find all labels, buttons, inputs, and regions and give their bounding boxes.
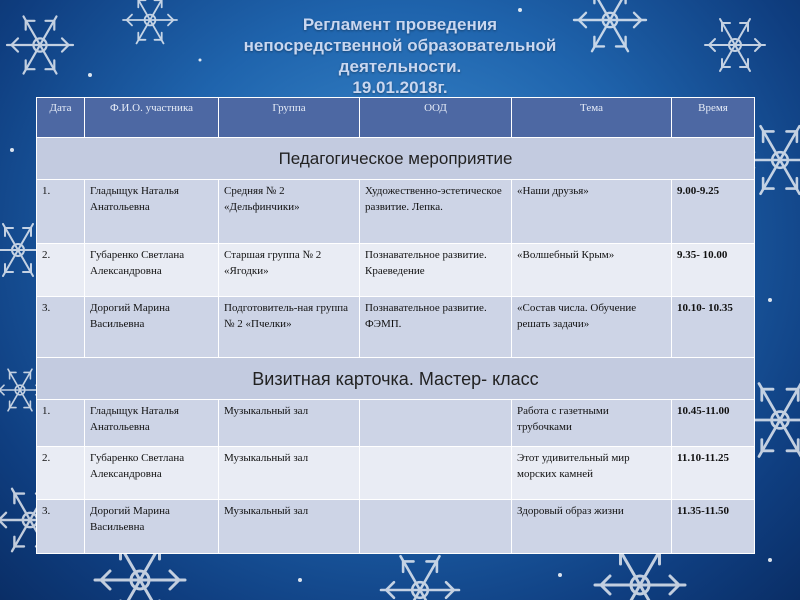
cell-topic: «Состав числа. Обучение решать задачи» [512, 297, 672, 358]
cell-time: 11.10-11.25 [672, 447, 755, 500]
cell-ood: Художественно-эстетическое развитие. Лепка. [360, 180, 512, 244]
table-row [37, 500, 755, 554]
table-row [37, 244, 755, 297]
schedule-table [36, 97, 755, 554]
header-group: Группа [219, 98, 360, 138]
cell-ood: Познавательное развитие. ФЭМП. [360, 297, 512, 358]
cell-topic: Здоровый образ жизни [512, 500, 672, 554]
section-row [37, 138, 755, 180]
table-header-row [37, 98, 755, 138]
cell-topic: «Наши друзья» [512, 180, 672, 244]
cell-number: 1. [37, 180, 85, 244]
cell-group: Музыкальный зал [219, 500, 360, 554]
header-time: Время [672, 98, 755, 138]
cell-participant: Дорогий Марина Васильевна [85, 297, 219, 358]
cell-ood: Познавательное развитие. Краеведение [360, 244, 512, 297]
cell-group: Старшая группа № 2 «Ягодки» [219, 244, 360, 297]
title-line-3: деятельности. [338, 57, 462, 76]
cell-number: 2. [37, 244, 85, 297]
cell-time: 9.35- 10.00 [672, 244, 755, 297]
header-ood: ООД [360, 98, 512, 138]
table-row [37, 447, 755, 500]
page-title [170, 14, 630, 98]
table-row [37, 180, 755, 244]
cell-participant: Гладыщук Наталья Анатольевна [85, 180, 219, 244]
header-date: Дата [37, 98, 85, 138]
cell-number: 3. [37, 500, 85, 554]
cell-number: 2. [37, 447, 85, 500]
cell-participant: Губаренко Светлана Александровна [85, 244, 219, 297]
cell-time: 11.35-11.50 [672, 500, 755, 554]
cell-group: Музыкальный зал [219, 447, 360, 500]
cell-participant: Губаренко Светлана Александровна [85, 447, 219, 500]
cell-group: Средняя № 2 «Дельфинчики» [219, 180, 360, 244]
cell-ood [360, 447, 512, 500]
cell-topic: Работа с газетными трубочками [512, 400, 672, 447]
cell-time: 9.00-9.25 [672, 180, 755, 244]
section-title: Визитная карточка. Мастер- класс [37, 358, 755, 400]
cell-time: 10.45-11.00 [672, 400, 755, 447]
cell-time: 10.10- 10.35 [672, 297, 755, 358]
section-row [37, 358, 755, 400]
table-row [37, 297, 755, 358]
cell-topic: Этот удивительный мир морских камней [512, 447, 672, 500]
cell-group: Подготовитель-ная группа № 2 «Пчелки» [219, 297, 360, 358]
cell-topic: «Волшебный Крым» [512, 244, 672, 297]
cell-ood [360, 400, 512, 447]
title-line-1: Регламент проведения [302, 15, 498, 34]
cell-participant: Дорогий Марина Васильевна [85, 500, 219, 554]
section-title: Педагогическое мероприятие [37, 138, 755, 180]
header-topic: Тема [512, 98, 672, 138]
cell-number: 1. [37, 400, 85, 447]
table-row [37, 400, 755, 447]
header-participant: Ф.И.О. участника [85, 98, 219, 138]
title-line-4: 19.01.2018г. [352, 78, 448, 97]
cell-participant: Гладыщук Наталья Анатольевна [85, 400, 219, 447]
cell-ood [360, 500, 512, 554]
title-line-2: непосредственной образовательной [243, 36, 557, 55]
cell-group: Музыкальный зал [219, 400, 360, 447]
cell-number: 3. [37, 297, 85, 358]
